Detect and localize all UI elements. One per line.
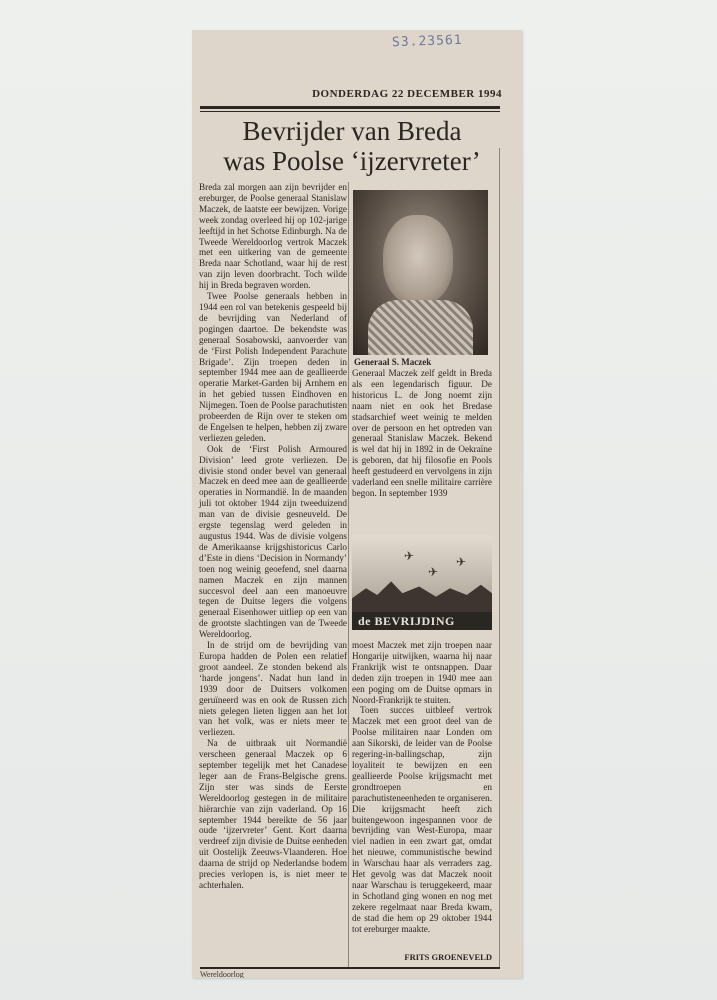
right-border-rule [499, 148, 500, 968]
headline [192, 116, 512, 176]
byline: FRITS GROENEVELD [404, 952, 492, 962]
column-divider [348, 182, 349, 967]
photo-caption: Generaal S. Maczek [354, 357, 432, 367]
archive-number: S3.23561 [391, 32, 463, 51]
paragraph: Ook de ‘First Polish Armoured Division’ leed grote verliezen. De divisie stond onder bevel van generaal Maczek en deed mee aan de geallieerde operaties in Normandië. In de maanden juli tot oktober 1944 zijn tweeduizend man van de divisie gesneuveld. De ergste tegenslag werd geleden in augustus 1944. Was de divisie volgens de Amerikaanse krijgshistoricus Carlo d’Este in diens ‘Decision in Normandy’ toen nog weinig geoefend, snel daarna namen Maczek en zijn mannen succesvol deel aan een manoeuvre tegen de Duitse legers die volgens generaal Eisenhower uitliep op een van de grootste slachtingen van de Tweede Wereldoorlog. [199, 443, 347, 640]
bevrijding-label: de BEVRIJDING [352, 612, 492, 630]
right-column-top [352, 368, 492, 499]
next-article-fragment: Wereldoorlog [200, 970, 244, 978]
dateline: DONDERDAG 22 DECEMBER 1994 [312, 88, 502, 100]
headline-line-1: Bevrijder van Breda [242, 116, 462, 146]
airplane-icon: ✈ [428, 565, 439, 579]
header-rule [200, 106, 500, 109]
bevrijding-logo [352, 535, 492, 630]
crowd-silhouette [352, 578, 492, 612]
header-rule-thin [200, 111, 500, 112]
paragraph: Toen succes uitbleef vertrok Maczek met een groot deel van de Poolse militairen naar Londen om aan Sikorski, de leider van de Poolse regering-in-ballingschap, zijn loyaliteit te bewijzen en een geallieerde Poolse krijgsmacht met grondtroepen en parachutisteneenheden te organiseren. Die krijgsmacht heeft zich buitengewoon ingespannen voor de bevrijding van West-Europa, maar viel nadien in een zwart gat, omdat het nieuwe, communistische bewind in Warschau haar als verraders zag. Het gevolg was dat Maczek nooit naar Warschau is teruggekeerd, maar in Schotland ging wonen en nog met zekere regelmaat naar Breda kwam, de stad die hem op 29 oktober 1944 tot ereburger maakte. [352, 705, 492, 934]
portrait-shirt [368, 300, 473, 355]
footer-rule [200, 967, 500, 969]
paragraph: Generaal Maczek zelf geldt in Breda als een legendarisch figuur. De historicus L. de Jong noemt zijn naam niet en ook het Bredase stadsarchief weet weinig te melden over de persoon en het optreden van generaal Stanislaw Maczek. Bekend is wel dat hij in 1892 in de Oekraïne is geboren, dat hij filosofie en Pools heeft gestudeerd en vervolgens in zijn vaderland een snelle militaire carrière begon. In september 1939 [352, 368, 492, 498]
paragraph: In de strijd om de bevrijding van Europa hadden de Polen een relatief groot aandeel. Ze stonden bekend als ‘harde jongens’. Nadat hun land in 1939 door de Duitsers volkomen geruïneerd was en ook de Russen zich niets gelegen lieten liggen aan het lot van het volk, was er niets meer te verliezen. [199, 640, 347, 738]
newspaper-clipping [192, 30, 522, 978]
paragraph: Na de uitbraak uit Normandië verscheen generaal Maczek op 6 september tegelijk met het Canadese leger aan de Frans-Belgische grens. Zijn ster was sinds de Eerste Wereldoorlog gestegen in de militaire hiërarchie van zijn vaderland. Op 16 september 1944 bereikte de 56 jaar oude ‘ijzervreter’ Gent. Kort daarna verdreef zijn divisie de Duitse eenheden uit Oostelijk Zeeuws-Vlaanderen. Hoe daarna de strijd op Nederlandse bodem precies verlopen is, is niet meer te achterhalen. [199, 738, 347, 890]
portrait-face [383, 215, 453, 305]
airplane-icon: ✈ [404, 549, 415, 563]
left-column [199, 182, 347, 891]
paragraph: Twee Poolse generaals hebben in 1944 een rol van betekenis gespeeld bij de bevrijding van Nederland of pogingen daartoe. De bekendste was generaal Sosabowski, aanvoerder van de ‘First Polish Independent Parachute Brigade’. Zijn troepen deden in september 1944 mee aan de geallieerde operatie Market-Garden bij Arnhem en in het gebied tussen Eindhoven en Nijmegen. Toen de Poolse parachutisten probeerden de Rijn over te steken om de Engelsen te helpen, hebben zij zware verliezen geleden. [199, 291, 347, 443]
airplane-icon: ✈ [456, 555, 467, 569]
right-column-bottom [352, 640, 492, 934]
headline-line-2: was Poolse ‘ijzervreter’ [223, 146, 481, 176]
paragraph: Breda zal morgen aan zijn bevrijder en ereburger, de Poolse generaal Stanislaw Maczek, de laatste eer bewijzen. Vorige week zondag overleed hij op 102-jarige leeftijd in het Schotse Edinburgh. Na de Tweede Wereldoorlog vertrok Maczek met een uitkering van de gemeente Breda naar Schotland, waar hij de rest van zijn leven doorbracht. Toch wilde hij in Breda begraven worden. [199, 182, 347, 291]
portrait-photo [353, 190, 488, 355]
paragraph: moest Maczek met zijn troepen naar Hongarije uitwijken, waarna hij naar Frankrijk wist te ontsnappen. Daar deden zijn troepen in 1940 mee aan een poging om de Duitse opmars in Noord-Frankrijk te stuiten. [352, 640, 492, 705]
